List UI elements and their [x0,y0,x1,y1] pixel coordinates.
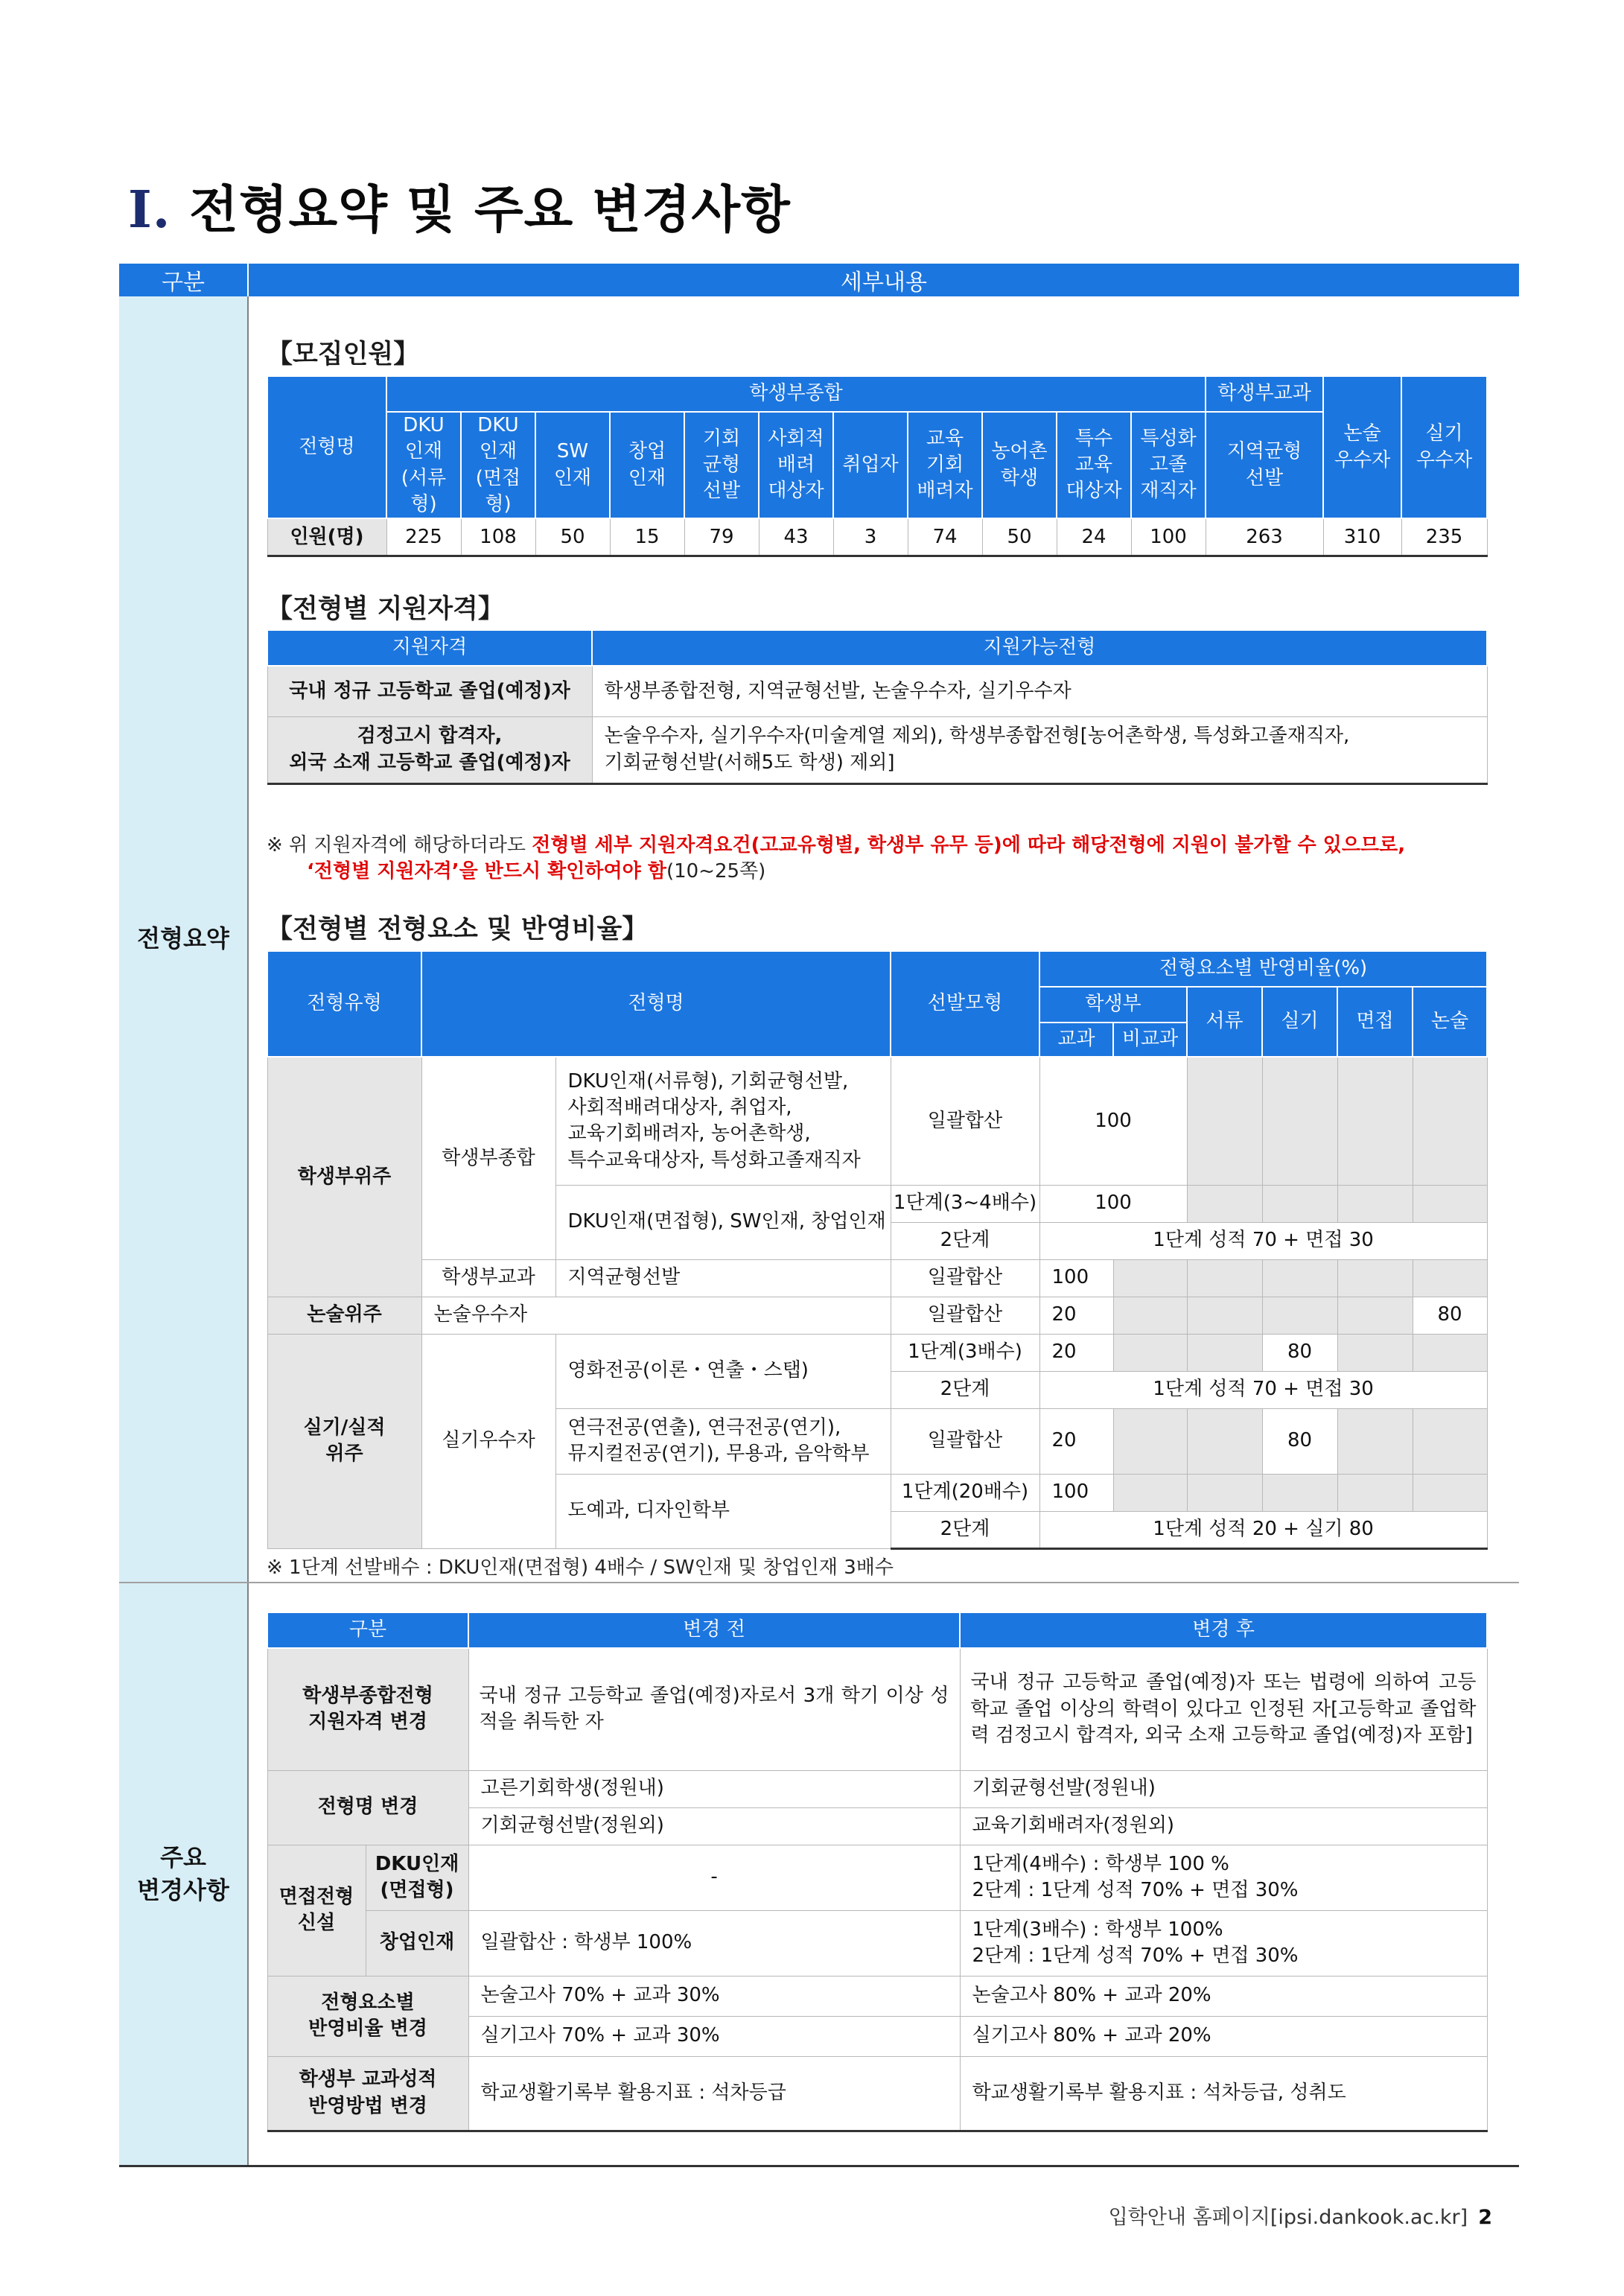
col-l1: 기회 [702,427,741,450]
c3-label-l2: 신설 [297,1912,336,1934]
changes-table [267,1612,1488,2132]
col-l1: 특성화 [1140,427,1197,450]
col-sw [535,412,610,518]
ratio-header-nonsubject: 비교과 [1113,1023,1187,1057]
ratio-header-type: 전형유형 [267,951,421,1057]
col-l1: DKU [403,414,445,436]
c1-after: 국내 정규 고등학교 졸업(예정)자 또는 법령에 의하여 고등학교 졸업 이상의 학력이 있다고 인정된 자[고등학교 졸업학력 검정고시 합격자, 외국 소재 고등학교 졸업(예정)자 포함] [960,1648,1487,1770]
r1-names-l2: 사회적배려대상자, 취업자, [567,1095,792,1119]
c3-after2-l1: 1단계(3배수) : 학생부 100% [972,1918,1223,1941]
empty-cell [1262,1474,1337,1511]
note-warning-2: ‘전형별 지원자격’을 반드시 확인하여야 함 [307,860,666,883]
empty-cell [1187,1334,1262,1371]
empty-cell [1337,1297,1413,1334]
section-summary-text: 전형요약 [137,924,229,953]
c2-after2: 교육기회배려자(정원외) [960,1807,1487,1845]
empty-cell [1337,1185,1413,1222]
eligibility-qual: 국내 정규 고등학교 졸업(예정)자 [267,666,592,716]
r2-stage2: 2단계 [891,1222,1039,1259]
r1-names [555,1057,891,1185]
c1-label-l1: 학생부종합전형 [302,1684,433,1707]
group-practical-main-l2: 위주 [325,1443,363,1465]
c5-before: 학교생활기록부 활용지표 : 석차등급 [468,2056,960,2131]
col-l1: DKU [477,414,519,436]
col-dku-interview [461,412,535,518]
ratio-row [267,1334,1487,1371]
col-special-ed [1057,412,1131,518]
c3-after1 [960,1845,1487,1910]
col-l3: 재직자 [1140,480,1197,503]
col-l2: 배려 [777,454,815,477]
c3-before2: 일괄합산 : 학생부 100% [468,1910,960,1976]
changes-row [267,1770,1487,1807]
col-vocational [1131,412,1206,518]
r5-names: 영화전공(이론・연출・스탭) [555,1334,891,1408]
col-l2: 교육 [1074,454,1113,477]
col-opportunity [684,412,759,518]
ratio-header-essay: 논술 [1413,987,1487,1057]
count-cell: 79 [684,518,759,556]
col-practical-l2: 우수자 [1416,448,1473,471]
qual-l2: 외국 소재 고등학교 졸업(예정)자 [289,751,570,774]
empty-cell [1413,1259,1487,1297]
group-subject-based: 학생부교과 [421,1259,555,1297]
r6-names-l2: 뮤지컬전공(연기), 무용과, 음악학부 [567,1443,870,1465]
c3-after2-l2: 2단계 : 1단계 성적 70% + 면접 30% [972,1944,1299,1967]
types-l1: 논술우수자, 실기우수자(미술계열 제외), 학생부종합전형[농어촌학생, 특성화고졸재직자, [604,725,1350,748]
col-dku-docs [386,412,461,518]
empty-cell [1262,1057,1337,1185]
r2-stage1: 1단계(3~4배수) [891,1185,1039,1222]
empty-cell [1187,1259,1262,1297]
ratio-header-record: 학생부 [1039,987,1187,1023]
r2-names: DKU인재(면접형), SW인재, 창업인재 [555,1185,891,1259]
group-practical-main-l1: 실기/실적 [303,1416,386,1439]
empty-cell [1413,1057,1487,1185]
count-cell: 50 [982,518,1057,556]
c3-sub1 [366,1845,468,1910]
section-summary-label [119,296,248,1583]
empty-cell [1337,1408,1413,1474]
changes-row [267,2056,1487,2131]
count-label: 인원(명) [267,518,386,556]
empty-cell [1337,1474,1413,1511]
col-essay [1323,376,1401,518]
ratio-header-docs: 서류 [1187,987,1262,1057]
c4-label-l2: 반영비율 변경 [308,2017,427,2040]
c3-label-l1: 면접전형 [278,1885,354,1908]
empty-cell [1113,1474,1187,1511]
eligibility-row [267,666,1487,716]
section-changes-body [248,1583,1519,2166]
eligibility-header-types: 지원가능전형 [592,630,1487,666]
eligibility-header-qual: 지원자격 [267,630,592,666]
c1-label [267,1648,468,1770]
outer-header-category: 구분 [119,264,248,296]
col-l3: (면접형) [475,466,521,516]
empty-cell [1113,1408,1187,1474]
r3-model: 일괄합산 [891,1259,1039,1297]
qual-l1: 검정고시 합격자, [357,725,503,748]
r1-names-l4: 특수교육대상자, 특성화고졸재직자 [567,1148,861,1171]
eligibility-title: 【전형별 지원자격】 [267,594,504,624]
r4-model: 일괄합산 [891,1297,1039,1334]
r6-subject: 20 [1039,1408,1113,1474]
r2-stage2-value: 1단계 성적 70 + 면접 30 [1039,1222,1487,1259]
r3-subject-value: 100 [1039,1259,1113,1297]
count-cell: 43 [759,518,833,556]
count-cell: 24 [1057,518,1131,556]
r4-names: 논술우수자 [421,1297,891,1334]
ratio-header-model: 선발모형 [891,951,1039,1057]
r2-stage1-value: 100 [1039,1185,1187,1222]
empty-cell [1113,1297,1187,1334]
recruitment-title: 【모집인원】 [267,340,420,369]
r5-stage2-value: 1단계 성적 70 + 면접 30 [1039,1371,1487,1408]
ratio-row [267,1057,1487,1185]
empty-cell [1187,1057,1262,1185]
r7-stage1: 1단계(20배수) [891,1474,1039,1511]
changes-row [267,1648,1487,1770]
count-cell: 235 [1401,518,1487,556]
count-cell: 3 [833,518,908,556]
col-practical [1401,376,1487,518]
r3-names: 지역균형선발 [555,1259,891,1297]
r7-stage2: 2단계 [891,1511,1039,1548]
r4-essay: 80 [1413,1297,1487,1334]
r5-stage1: 1단계(3배수) [891,1334,1039,1371]
r6-practical: 80 [1262,1408,1337,1474]
col-regional [1206,412,1323,518]
col-education [908,412,982,518]
ratio-header-practical: 실기 [1262,987,1337,1057]
r1-names-l3: 교육기회배려자, 농어촌학생, [567,1122,811,1145]
c2-before2: 기회균형선발(정원외) [468,1807,960,1845]
eligibility-types [592,716,1487,783]
c4-before1: 논술고사 70% + 교과 30% [468,1976,960,2016]
group-record-main: 학생부위주 [267,1057,421,1297]
count-cell: 108 [461,518,535,556]
r1-names-l1: DKU인재(서류형), 기회균형선발, [567,1069,849,1093]
c3-after2 [960,1910,1487,1976]
col-l2: 고졸 [1149,454,1188,477]
count-cell: 74 [908,518,982,556]
col-l3: (서류형) [401,466,447,516]
col-l2: 학생 [1000,466,1039,489]
empty-cell [1413,1185,1487,1222]
col-l2: 인재 [553,466,592,489]
title-number: I. [128,180,171,240]
recruitment-count-row [267,518,1487,556]
empty-cell [1337,1259,1413,1297]
ratio-header-name: 전형명 [421,951,891,1057]
col-l2: 인재 [404,440,443,463]
changes-row [267,1845,1487,1910]
empty-cell [1113,1334,1187,1371]
empty-cell [1187,1408,1262,1474]
eligibility-qual [267,716,592,783]
r5-subject: 20 [1039,1334,1113,1371]
changes-header-after: 변경 후 [960,1612,1487,1648]
r1-model: 일괄합산 [891,1057,1039,1185]
ratio-table [267,950,1488,1550]
empty-cell [1262,1297,1337,1334]
note-suffix: (10~25쪽) [666,860,766,883]
note-prefix: ※ 위 지원자격에 해당하더라도 [267,834,532,856]
empty-cell [1413,1408,1487,1474]
empty-cell [1113,1259,1187,1297]
page-title [128,170,791,242]
note-warning-1: 전형별 세부 지원자격요건(고교유형별, 학생부 유무 등)에 따라 해당전형에 지원이 불가할 수 있으므로, [532,834,1406,856]
col-rural [982,412,1057,518]
c4-before2: 실기고사 70% + 교과 30% [468,2016,960,2056]
outer-header-details: 세부내용 [248,264,1519,296]
c4-label [267,1976,468,2056]
recruitment-table [267,375,1488,557]
col-l3: 대상자 [768,480,824,503]
col-l3: 선발 [702,480,741,503]
changes-header-before: 변경 전 [468,1612,960,1648]
recruitment-header-name: 전형명 [267,376,386,518]
col-essay-l2: 우수자 [1334,448,1391,471]
r7-names: 도예과, 디자인학부 [555,1474,891,1548]
c4-after1: 논술고사 80% + 교과 20% [960,1976,1487,2016]
col-social [759,412,833,518]
col-l1: 특수 [1074,427,1113,450]
group-essay-main: 논술위주 [267,1297,421,1334]
section-changes-label [119,1583,248,2166]
r4-subject: 20 [1039,1297,1113,1334]
col-l2: 인재 [479,440,518,463]
ratio-header-interview: 면접 [1337,987,1413,1057]
c3-before1: - [468,1845,960,1910]
empty-cell [1187,1474,1262,1511]
count-cell: 263 [1206,518,1323,556]
empty-cell [1337,1334,1413,1371]
ratio-row [267,1259,1487,1297]
col-essay-l1: 논술 [1343,422,1381,445]
eligibility-row [267,716,1487,783]
c3-sub2: 창업인재 [366,1910,468,1976]
r1-record-value: 100 [1039,1057,1187,1185]
ratio-row [267,1297,1487,1334]
empty-cell [1187,1185,1262,1222]
c5-label-l1: 학생부 교과성적 [299,2068,437,2091]
r6-names-l1: 연극전공(연출), 연극전공(연기), [567,1416,841,1439]
col-l1: 교육 [926,427,964,450]
group-practical-main [267,1334,421,1548]
c2-after1: 기회균형선발(정원내) [960,1770,1487,1807]
eligibility-table [267,629,1488,785]
c1-before: 국내 정규 고등학교 졸업(예정)자로서 3개 학기 이상 성적을 취득한 자 [468,1648,960,1770]
c3-sub1-l2: (면접형) [380,1879,454,1901]
changes-header-category: 구분 [267,1612,468,1648]
col-l3: 대상자 [1066,480,1122,503]
c3-sub1-l1: DKU인재 [375,1852,459,1875]
group-header-comprehensive: 학생부종합 [386,376,1206,412]
ratio-title: 【전형별 전형요소 및 반영비율】 [267,915,649,944]
col-l3: 배려자 [917,480,973,503]
c4-label-l1: 전형요소별 [321,1991,415,2014]
r7-stage2-value: 1단계 성적 20 + 실기 80 [1039,1511,1487,1548]
c5-label [267,2056,468,2131]
col-l1: 취업자 [842,454,899,477]
col-l2: 기회 [926,454,964,477]
col-l1: 사회적 [768,427,824,450]
col-l1: 지역균형 [1226,440,1302,463]
c3-after1-l2: 2단계 : 1단계 성적 70% + 면접 30% [972,1879,1299,1901]
overview-table [119,264,1519,2167]
col-l1: 농어촌 [991,440,1048,463]
footer-link-text: 입학안내 홈페이지[ipsi.dankook.ac.kr] [1108,2206,1468,2229]
page-footer [1109,2201,1492,2230]
r5-practical: 80 [1262,1334,1337,1371]
section-changes-l1: 주요 [160,1843,206,1872]
group-header-subject: 학생부교과 [1206,376,1323,412]
col-startup [610,412,684,518]
col-practical-l1: 실기 [1425,422,1463,445]
c3-after1-l1: 1단계(4배수) : 학생부 100 % [972,1852,1229,1875]
title-text: 전형요약 및 주요 변경사항 [189,181,791,240]
col-l1: 창업 [628,440,666,463]
changes-row [267,1976,1487,2016]
c2-label: 전형명 변경 [267,1770,468,1845]
c5-label-l2: 반영방법 변경 [308,2094,427,2117]
count-cell: 50 [535,518,610,556]
c3-label [267,1845,366,1976]
section-changes-l2: 변경사항 [137,1875,229,1904]
page-number: 2 [1478,2206,1492,2229]
r5-stage2: 2단계 [891,1371,1039,1408]
col-employed [833,412,908,518]
c4-after2: 실기고사 80% + 교과 20% [960,2016,1487,2056]
empty-cell [1262,1259,1337,1297]
ratio-header-subject: 교과 [1039,1023,1113,1057]
c5-after: 학교생활기록부 활용지표 : 석차등급, 성취도 [960,2056,1487,2131]
r7-subject: 100 [1039,1474,1113,1511]
r6-names [555,1408,891,1474]
count-cell: 225 [386,518,461,556]
empty-cell [1413,1474,1487,1511]
group-practical-sub: 실기우수자 [421,1334,555,1548]
ratio-header-ratio: 전형요소별 반영비율(%) [1039,951,1487,987]
eligibility-types: 학생부종합전형, 지역균형선발, 논술우수자, 실기우수자 [592,666,1487,716]
r6-model: 일괄합산 [891,1408,1039,1474]
empty-cell [1262,1185,1337,1222]
group-comprehensive: 학생부종합 [421,1057,555,1259]
count-cell: 310 [1323,518,1401,556]
section-summary-body [248,296,1519,1583]
types-l2: 기회균형선발(서해5도 학생) 제외] [604,751,895,774]
c1-label-l2: 지원자격 변경 [308,1711,427,1734]
c2-before1: 고른기회학생(정원내) [468,1770,960,1807]
ratio-note: ※ 1단계 선발배수 : DKU인재(면접형) 4배수 / SW인재 및 창업인재 3배수 [267,1556,894,1579]
changes-row [267,1910,1487,1976]
count-cell: 100 [1131,518,1206,556]
col-l2: 선발 [1245,466,1284,489]
eligibility-note [267,833,1405,885]
empty-cell [1337,1057,1413,1185]
count-cell: 15 [610,518,684,556]
empty-cell [1187,1297,1262,1334]
col-l1: SW [556,440,589,463]
col-l2: 인재 [628,466,666,489]
empty-cell [1413,1334,1487,1371]
col-l2: 균형 [702,454,741,477]
